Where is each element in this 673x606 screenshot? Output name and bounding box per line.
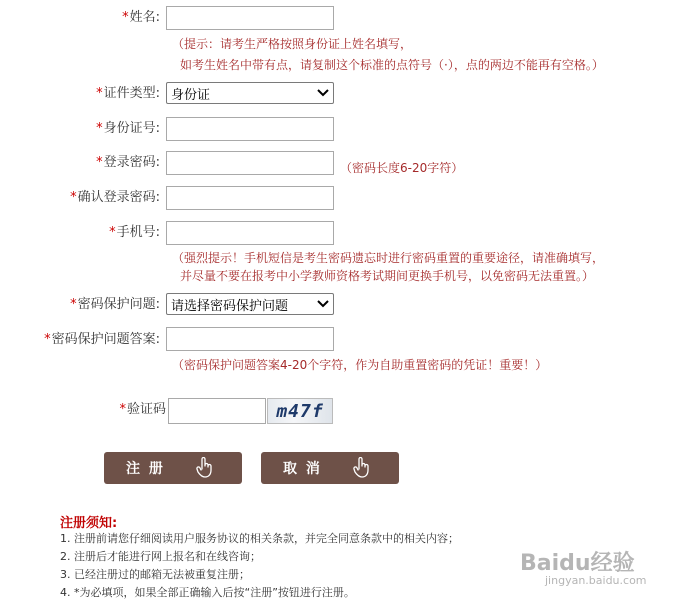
security-question-label: *密码保护问题:: [70, 297, 160, 312]
id-type-label: *证件类型:: [96, 86, 160, 101]
hand-pointer-icon: [352, 457, 372, 479]
notice-item: 4. *为必填项，如果全部正确输入后按“注册”按钮进行注册。: [60, 586, 355, 599]
notice-list: [60, 530, 459, 602]
security-answer-input[interactable]: [166, 327, 334, 351]
hand-pointer-icon: [195, 457, 215, 479]
captcha-image[interactable]: m47f: [267, 398, 333, 424]
confirm-password-label: *确认登录密码:: [70, 190, 160, 205]
captcha-label: *验证码: [119, 402, 166, 417]
chevron-down-icon: [317, 89, 329, 97]
captcha-input[interactable]: [168, 398, 266, 424]
id-number-input[interactable]: [166, 117, 334, 141]
id-number-label: *身份证号:: [96, 121, 160, 136]
phone-hint-line2: 并尽量不要在报考中小学教师资格考试期间更换手机号，以免密码无法重置。）: [180, 269, 595, 283]
name-input[interactable]: [166, 6, 334, 30]
name-hint-line1: （提示：请考生严格按照身份证上姓名填写，: [172, 37, 413, 51]
notice-title: 注册须知:: [60, 516, 118, 531]
cancel-button[interactable]: 取 消: [261, 452, 399, 484]
notice-item: 3. 已经注册过的邮箱无法被重复注册；: [60, 568, 250, 581]
register-button[interactable]: 注 册: [104, 452, 242, 484]
password-input[interactable]: [166, 151, 334, 175]
security-answer-hint: （密码保护问题答案4-20个字符，作为自助重置密码的凭证！重要！）: [172, 358, 548, 372]
phone-input[interactable]: [166, 221, 334, 245]
notice-item: 1. 注册前请您仔细阅读用户服务协议的相关条款，并完全同意条款中的相关内容；: [60, 532, 459, 545]
name-hint-line2: 如考生姓名中带有点，请复制这个标准的点符号（·），点的两边不能再有空格。）: [180, 58, 604, 72]
password-hint: （密码长度6-20字符）: [340, 161, 464, 175]
password-label: *登录密码:: [96, 155, 160, 170]
phone-label: *手机号:: [109, 225, 160, 240]
security-question-select[interactable]: 请选择密码保护问题: [166, 293, 334, 315]
notice-item: 2. 注册后才能进行网上报名和在线咨询；: [60, 550, 261, 563]
watermark-url: jingyan.baidu.com: [545, 574, 647, 587]
chevron-down-icon: [317, 300, 329, 308]
baidu-jingyan-logo: Baidu经验: [520, 551, 635, 576]
phone-hint-line1: （强烈提示！手机短信是考生密码遗忘时进行密码重置的重要途径，请准确填写，: [172, 251, 605, 265]
name-label: *姓名:: [122, 10, 160, 25]
id-type-select[interactable]: 身份证: [166, 82, 334, 104]
security-answer-label: *密码保护问题答案:: [44, 332, 160, 347]
confirm-password-input[interactable]: [166, 186, 334, 210]
